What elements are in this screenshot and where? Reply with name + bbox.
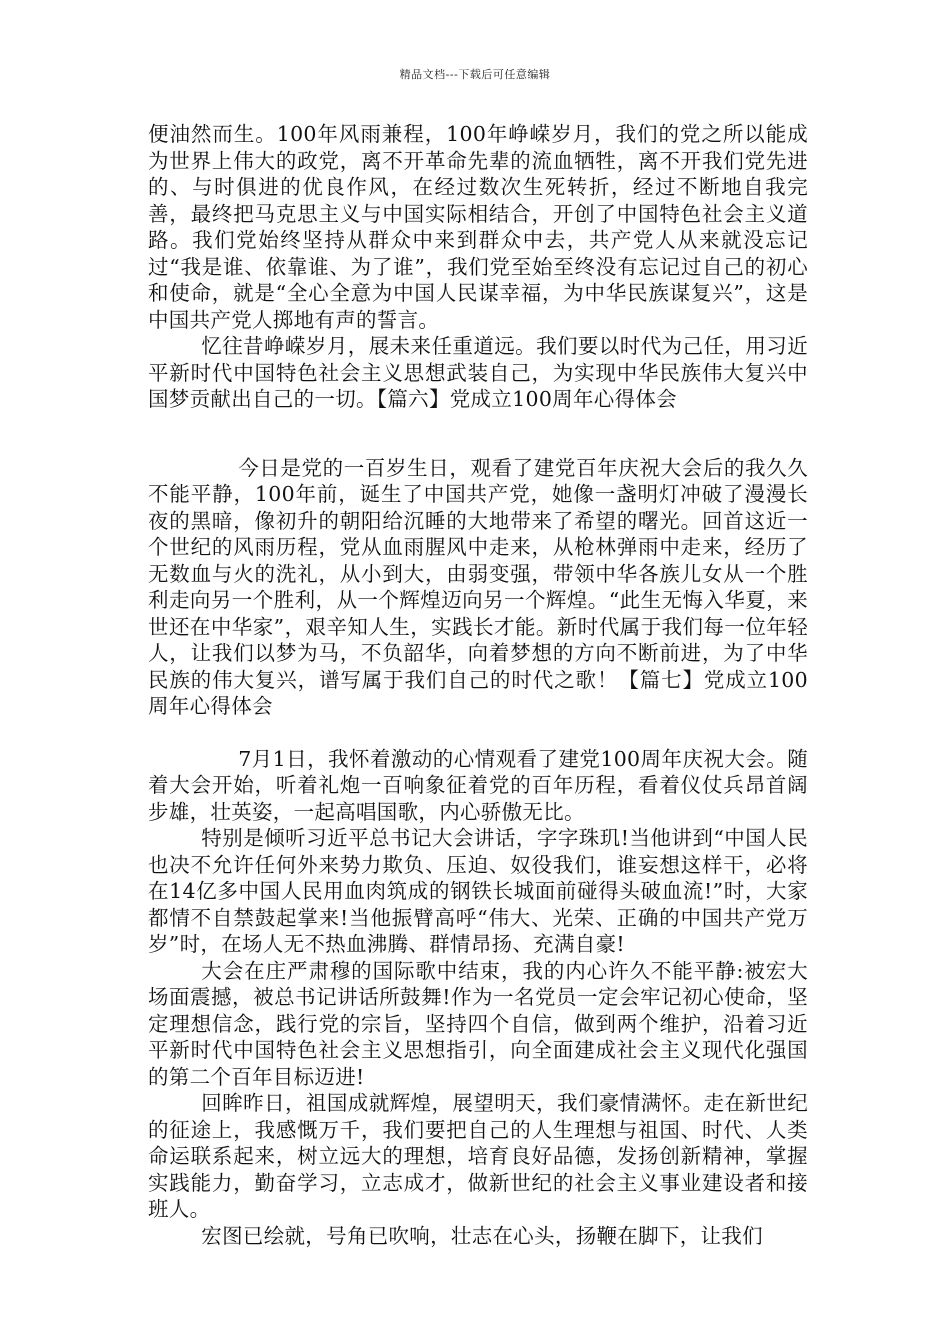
document-body [148,121,808,1249]
paragraph-8: 宏图已绘就，号角已吹响，壮志在心头，扬鞭在脚下，让我们 [201,1223,763,1248]
paragraph-5: 特别是倾听习近平总书记大会讲话，字字珠玑!当他讲到“中国人民也决不允许任何外来势力欺负、压迫、奴役我们，谁妄想这样干，必将在14亿多中国人民用血肉筑成的钢铁长城面前碰得头破血流!”时，大家都情不自禁鼓起掌来!当他振臂高呼“伟大、光荣、正确的中国共产党万岁”时，在场人无不热血沸腾、群情昂扬、充满自豪! [148,826,808,956]
paragraph-spacer [148,413,808,455]
paragraph-6: 大会在庄严肃穆的国际歌中结束，我的内心许久不能平静:被宏大场面震撼，被总书记讲话所鼓舞!作为一名党员一定会牢记初心使命，坚定理想信念，践行党的宗旨，坚持四个自信，做到两个维护，沿着习近平新时代中国特色社会主义思想指引，向全面建成社会主义现代化强国的第二个百年目标迈进! [148,958,808,1089]
paragraph-3: 今日是党的一百岁生日，观看了建党百年庆祝大会后的我久久不能平静，100年前，诞生了中国共产党，她像一盏明灯冲破了漫漫长夜的黑暗，像初升的朝阳给沉睡的大地带来了希望的曙光。回首这近一个世纪的风雨历程，党从血雨腥风中走来，从枪林弹雨中走来，经历了无数血与火的洗礼，从小到大，由弱变强，带领中华各族儿女从一个胜利走向另一个胜利，从一个辉煌迈向另一个辉煌。“此生无悔入华夏，来世还在中华家”，艰辛知人生，实践长才能。新时代属于我们每一位年轻人，让我们以梦为马，不负韶华，向着梦想的方向不断前进，为了中华民族的伟大复兴，谱写属于我们自己的时代之歌！【篇七】党成立100周年心得体会 [148,455,808,718]
paragraph-spacer [148,720,808,746]
paragraph-7: 回眸昨日，祖国成就辉煌，展望明天，我们豪情满怀。走在新世纪的征途上，我感慨万千，我们要把自己的人生理想与祖国、时代、人类命运联系起来，树立远大的理想，培育良好品德，发扬创新精神，掌握实践能力，勤奋学习，立志成才，做新世纪的社会主义事业建设者和接班人。 [148,1091,808,1221]
paragraph-4: 7月1日，我怀着激动的心情观看了建党100周年庆祝大会。随着大会开始，听着礼炮一百响象征着党的百年历程，看着仪仗兵昂首阔步雄，壮英姿，一起高唱国歌，内心骄傲无比。 [148,746,808,824]
page-header-watermark: 精品文档---下载后可任意编辑 [399,68,551,81]
paragraph-2: 忆往昔峥嵘岁月，展未来任重道远。我们要以时代为己任，用习近平新时代中国特色社会主义思想武装自己，为实现中华民族伟大复兴中国梦贡献出自己的一切。【篇六】党成立100周年心得体会 [148,334,808,411]
paragraph-1: 便油然而生。100年风雨兼程，100年峥嵘岁月，我们的党之所以能成为世界上伟大的政党，离不开革命先辈的流血牺牲，离不开我们党先进的、与时俱进的优良作风，在经过数次生死转折，经过不断地自我完善，最终把马克思主义与中国实际相结合，开创了中国特色社会主义道路。我们党始终坚持从群众中来到群众中去，共产党人从来就没忘记过“我是谁、依靠谁、为了谁”，我们党至始至终没有忘记过自己的初心和使命，就是“全心全意为中国人民谋幸福，为中华民族谋复兴”，这是中国共产党人掷地有声的誓言。 [148,122,808,332]
